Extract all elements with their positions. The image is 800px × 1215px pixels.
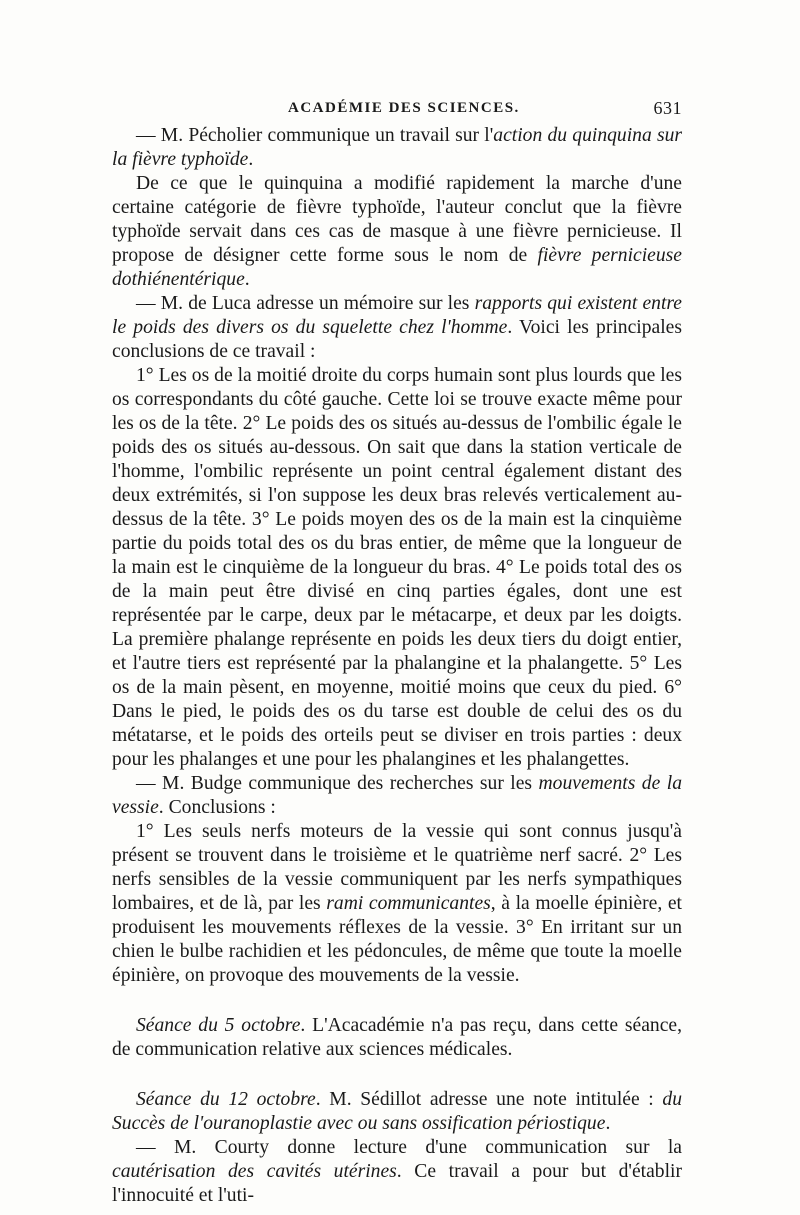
page-number: 631 [653,98,682,118]
text-run: 1° Les seuls nerfs moteurs de la vessie qui sont connus jusqu'à présent se trouvent dans le troisième et le quatrième nerf sacré. 2° Les nerfs sensibles de la vessie communiquent par les nerfs sympathiques lombaires, et de là, par les [112,821,682,914]
italic-text: cautérisation des cavités utérines [112,1161,397,1182]
paragraph [112,1014,682,1062]
text-run: . [248,149,254,170]
paragraph [112,172,682,292]
page-header [112,96,682,124]
page-text-block [112,96,682,1208]
text-run: — M. de Luca adresse un mémoire sur les [136,293,475,314]
italic-text: action du quinquina sur la fièvre typhoïde [112,125,683,170]
text-run: — M. Courty donne lecture d'une communication sur la [136,1137,682,1158]
text-run: De ce que le quinquina a modifié rapidement la marche d'une certaine catégorie de fièvre typhoïde, l'auteur conclut que la fièvre typhoïde servait dans ces cas de masque à une fièvre pernicieuse. Il propose de désigner cette forme sous le nom de [112,173,682,266]
paragraph [112,1088,682,1136]
text-run: . Ce travail a pour but d'établir l'innocuité et l'uti- [112,1161,683,1206]
text-run: . Voici les principales conclusions de ce travail : [112,317,682,362]
body-text [112,124,682,1208]
italic-text: du Succès de l'ouranoplastie avec ou sans ossification périostique [112,1089,682,1134]
text-run: . M. Sédillot adresse une note intitulée : [315,1089,663,1110]
italic-text: rapports qui existent entre le poids des divers os du squelette chez l'homme [112,293,682,338]
text-run: . [605,1113,611,1134]
italic-text: Séance du 12 octobre [136,1089,316,1110]
text-run: . Conclusions : [158,797,276,818]
text-run: — M. Budge communique des recherches sur les [136,773,539,794]
italic-text: rami communicantes [326,893,491,914]
text-run: . L'Acacadémie n'a pas reçu, dans cette séance, de communication relative aux sciences médicales. [112,1015,682,1060]
paragraph [112,124,682,172]
text-run: — M. Pécholier communique un travail sur l' [136,125,494,146]
text-run: 1° Les os de la moitié droite du corps humain sont plus lourds que les os correspondants du côté gauche. Cette loi se trouve exacte même pour les os de la tête. 2° Le poids des os situés au-dessus de l'ombilic égale le poids des os situés au-dessous. On sait que dans la station verticale de l'homme, l'ombilic représente un point central également distant des deux extrémités, si l'on suppose les deux bras relevés verticalement au-dessus de la tête. 3° Le poids moyen des os de la main est la cinquième partie du poids total des os du bras entier, de même que la longueur de la main est le cinquième de la longueur du bras. 4° Le poids total des os de la main peut être divisé en cinq parties égales, dont une est représentée par le carpe, deux par le métacarpe, et deux par les doigts. La première phalange représente en poids les deux tiers du doigt entier, et l'autre tiers est représenté par la phalangine et la phalangette. 5° Les os de la main pèsent, en moyenne, moitié moins que ceux du pied. 6° Dans le pied, le poids des os du tarse est double de celui des os du métatarse, et le poids des orteils peut se diviser en trois parties : deux pour les phalanges et une pour les phalangines et les phalangettes. [112,365,682,770]
italic-text: Séance du 5 octobre [136,1015,301,1036]
paragraph [112,364,682,772]
paragraph [112,1136,682,1208]
paragraph [112,772,682,820]
paragraph [112,820,682,988]
running-title: ACADÉMIE DES SCIENCES. [288,100,520,116]
paragraph [112,292,682,364]
text-run: , à la moelle épinière, et produisent les mouvements réflexes de la vessie. 3° En irritant sur un chien le bulbe rachidien et les pédoncules, de même que toute la moelle épinière, on provoque des mouvements de la vessie. [112,893,682,986]
italic-text: fièvre pernicieuse dothiénentérique [112,245,682,290]
text-run: . [244,269,250,290]
italic-text: mouvements de la vessie [112,773,682,818]
